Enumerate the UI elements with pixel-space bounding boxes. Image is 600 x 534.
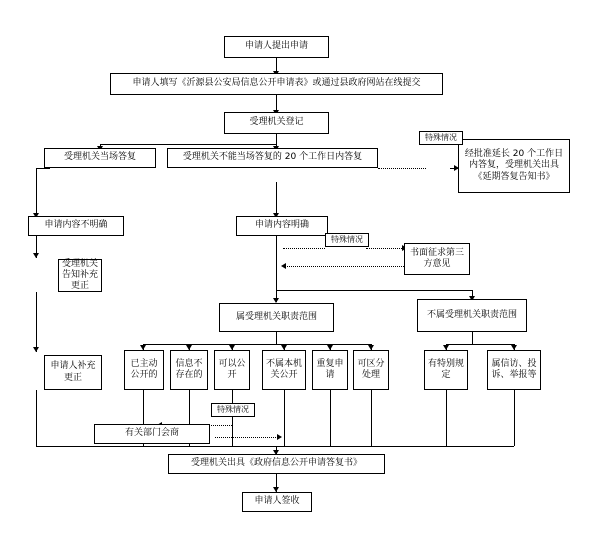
connector-n21-bottom bbox=[514, 390, 515, 446]
node-content-clear[interactable] bbox=[236, 216, 328, 236]
connector-special-n9 bbox=[366, 248, 406, 249]
node-already-public[interactable] bbox=[124, 350, 164, 390]
node-applicant-supplement[interactable] bbox=[44, 355, 102, 390]
connector-n5-special bbox=[378, 168, 426, 169]
connector-n20-bottom bbox=[446, 390, 447, 446]
node-issue-reply-document[interactable] bbox=[168, 454, 385, 474]
connector-n10-n11 bbox=[36, 292, 37, 352]
node-can-be-public[interactable] bbox=[214, 350, 250, 390]
node-label: 经批准延长 20 个工作日内答复，受理机关出具《延期答复告知书》 bbox=[464, 149, 564, 182]
node-separable-handling[interactable] bbox=[353, 350, 389, 390]
node-label: 书面征求第三方意见 bbox=[409, 247, 464, 269]
node-notify-supplement[interactable] bbox=[58, 259, 102, 292]
connector-n4-down bbox=[36, 168, 37, 218]
connector-n4-left bbox=[36, 168, 50, 169]
connector-n22-back bbox=[215, 437, 280, 438]
arrowhead bbox=[277, 434, 282, 440]
node-label: 申请内容不明确 bbox=[44, 220, 108, 231]
node-not-this-agency[interactable] bbox=[262, 350, 306, 390]
node-written-third-party-opinion[interactable] bbox=[404, 243, 470, 275]
connector-n9-back bbox=[283, 266, 406, 267]
connector-n11-bottom bbox=[36, 390, 37, 446]
node-label: 已主动公开的 bbox=[130, 358, 158, 380]
annotation-label: 特殊情况 bbox=[217, 405, 249, 415]
node-fill-application-form[interactable] bbox=[110, 73, 443, 95]
connector-n3-bus bbox=[276, 134, 277, 144]
annotation-special-case-2 bbox=[325, 233, 369, 247]
node-label: 信息不存在的 bbox=[175, 358, 203, 380]
connector-n19-bottom bbox=[371, 390, 372, 446]
node-20-workday-reply[interactable] bbox=[167, 148, 378, 168]
arrowhead bbox=[281, 263, 286, 269]
annotation-special-case-1 bbox=[419, 131, 463, 145]
node-agency-registration[interactable] bbox=[224, 112, 329, 134]
node-label: 申请人签收 bbox=[254, 496, 300, 507]
connector-n17-bottom bbox=[284, 390, 285, 446]
connector-bottom-bus bbox=[143, 446, 514, 447]
node-label: 受理机关告知补充更正 bbox=[61, 258, 98, 292]
node-label: 申请人提出申请 bbox=[244, 41, 308, 52]
node-label: 受理机关当场答复 bbox=[63, 152, 136, 163]
node-label: 属信访、投诉、举报等 bbox=[491, 358, 537, 380]
connector-n11-bus bbox=[36, 446, 143, 447]
node-info-not-exist[interactable] bbox=[170, 350, 208, 390]
node-petition-complaint[interactable] bbox=[487, 350, 541, 390]
annotation-label: 特殊情况 bbox=[331, 235, 363, 245]
connector-split-bus bbox=[143, 344, 371, 345]
connector-n18-bottom bbox=[330, 390, 331, 446]
node-label: 受理机关登记 bbox=[249, 117, 304, 128]
connector-n12-bus bbox=[276, 332, 277, 344]
node-label: 属受理机关职责范围 bbox=[235, 311, 317, 322]
node-departments-consultation[interactable] bbox=[94, 424, 210, 444]
node-label: 重复申请 bbox=[316, 358, 344, 380]
connector-n13-split bbox=[446, 344, 514, 345]
node-label: 申请人补充更正 bbox=[50, 361, 96, 383]
connector-n8-special bbox=[283, 248, 325, 249]
connector-n13-bus bbox=[472, 332, 473, 344]
node-content-unclear[interactable] bbox=[28, 216, 124, 236]
arrowhead bbox=[33, 253, 39, 258]
node-label: 申请内容明确 bbox=[254, 220, 309, 231]
node-label: 可区分处理 bbox=[357, 358, 385, 380]
annotation-label: 特殊情况 bbox=[425, 133, 457, 143]
node-onsite-reply[interactable] bbox=[44, 148, 156, 168]
node-applicant-submit[interactable] bbox=[224, 36, 329, 58]
annotation-special-case-3 bbox=[211, 403, 255, 417]
node-label: 受理机关不能当场答复的 20 个工作日内答复 bbox=[182, 152, 363, 163]
node-label: 有关部门会商 bbox=[124, 428, 179, 439]
node-applicant-receipt[interactable] bbox=[242, 492, 312, 512]
arrowhead bbox=[33, 347, 39, 352]
node-special-provision[interactable] bbox=[424, 350, 468, 390]
node-outside-agency-duty[interactable] bbox=[417, 299, 527, 332]
node-label: 不属本机关公开 bbox=[265, 358, 302, 380]
connector-n8-right bbox=[276, 290, 472, 291]
connector-bus-left bbox=[100, 144, 276, 145]
node-label: 申请人填写《沂源县公安局信息公开申请表》或通过县政府网站在线提交 bbox=[132, 78, 421, 89]
node-label: 可以公开 bbox=[218, 358, 246, 380]
node-within-agency-duty[interactable] bbox=[219, 303, 334, 332]
node-label: 有特别规定 bbox=[427, 358, 464, 380]
node-label: 受理机关出具《政府信息公开申请答复书》 bbox=[190, 458, 362, 469]
node-label: 不属受理机关职责范围 bbox=[426, 309, 517, 320]
node-repeat-application[interactable] bbox=[312, 350, 348, 390]
node-extension-notice[interactable] bbox=[458, 139, 570, 193]
connector-n8-n12 bbox=[276, 236, 277, 302]
